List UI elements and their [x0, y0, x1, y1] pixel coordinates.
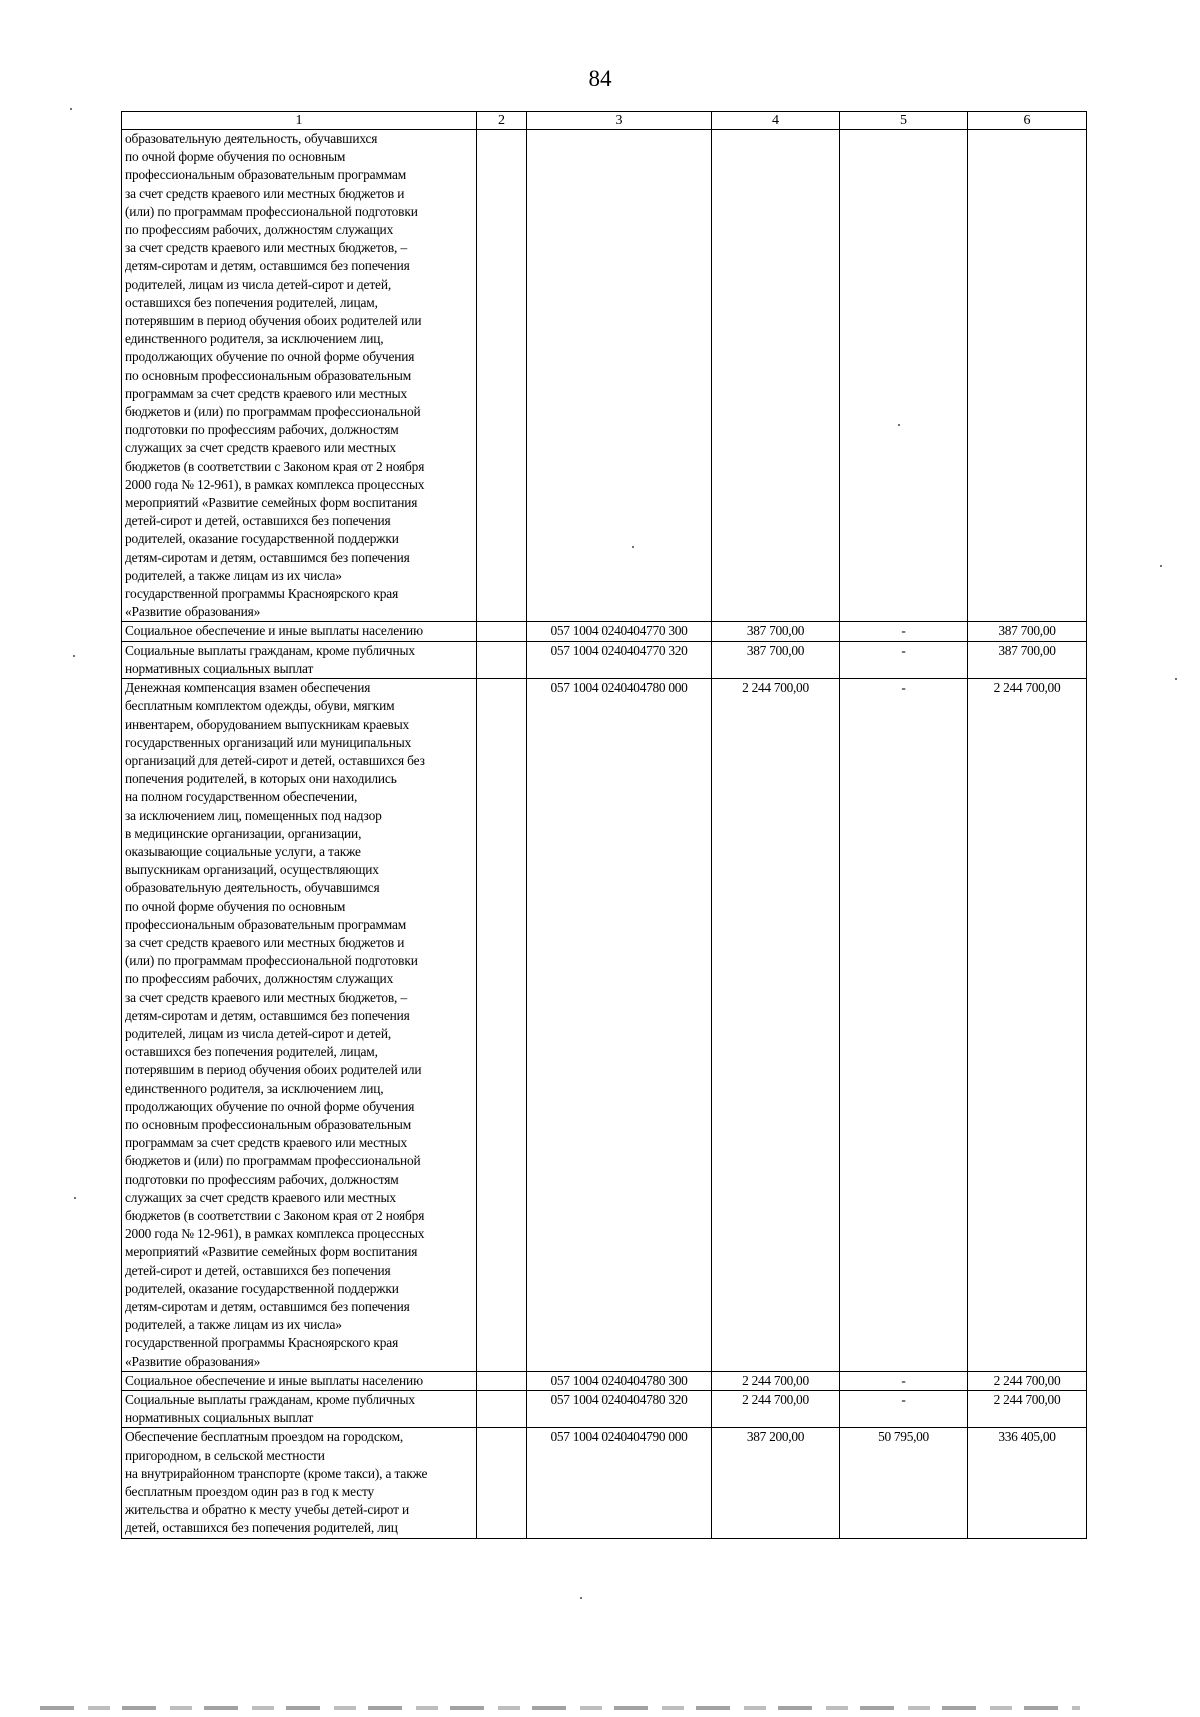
row-budget-code	[527, 130, 712, 622]
column-header: 3	[527, 112, 712, 130]
page-number: 84	[588, 66, 612, 91]
row-col4: 2 244 700,00	[712, 1391, 840, 1428]
column-header: 5	[840, 112, 968, 130]
row-col5: -	[840, 622, 968, 641]
row-col5: -	[840, 679, 968, 1372]
row-description: Обеспечение бесплатным проездом на городском, пригородном, в сельской местности на внутрирайонном транспорте (кроме такси), а также бесплатным проездом один раз в год к месту жительства и обратно к месту учебы детей-сирот и детей, оставшихся без попечения родителей, лиц	[122, 1428, 477, 1538]
table-row	[122, 622, 1087, 641]
row-col6: 2 244 700,00	[968, 679, 1087, 1372]
row-budget-code: 057 1004 0240404780 000	[527, 679, 712, 1372]
scan-speck	[73, 655, 75, 657]
row-col2	[477, 1371, 527, 1390]
scan-speck	[1160, 565, 1162, 567]
row-description: Денежная компенсация взамен обеспечения бесплатным комплектом одежды, обуви, мягким инвентарем, оборудованием выпускникам краевых государственных организаций или муниципальных организаций для детей-сирот и детей, оставшихся без попечения родителей, в которых они находились на полном государственном обеспечении, за исключением лиц, помещенных под надзор в медицинские организации, организации, оказывающие социальные услуги, а также выпускникам организаций, осуществляющих образовательную деятельность, обучавшимся по очной форме обучения по основным профессиональным образовательным программам за счет средств краевого или местных бюджетов и (или) по программам профессиональной подготовки по профессиям рабочих, должностям служащих за счет средств краевого или местных бюджетов, – детям-сиротам и детям, оставшимся без попечения родителей, лицам из числа детей-сирот и детей, оставшихся без попечения родителей, лицам, потерявшим в период обучения обоих родителей или единственного родителя, за исключением лиц, продолжающих обучение по очной форме обучения по основным профессиональным образовательным программам за счет средств краевого или местных бюджетов и (или) по программам профессиональной подготовки по профессиям рабочих, должностям служащих за счет средств краевого или местных бюджетов (в соответствии с Законом края от 2 ноября 2000 года № 12-961), в рамках комплекса процессных мероприятий «Развитие семейных форм воспитания детей-сирот и детей, оставшихся без попечения родителей, оказание государственной поддержки детям-сиротам и детям, оставшимся без попечения родителей, а также лицам из их числа» государственной программы Красноярского края «Развитие образования»	[122, 679, 477, 1372]
scan-edge-noise	[40, 1706, 1080, 1710]
scan-speck	[580, 1597, 582, 1599]
row-col4: 2 244 700,00	[712, 1371, 840, 1390]
row-col2	[477, 679, 527, 1372]
row-col4: 2 244 700,00	[712, 679, 840, 1372]
table-row	[122, 1428, 1087, 1538]
column-header: 4	[712, 112, 840, 130]
row-budget-code: 057 1004 0240404780 300	[527, 1371, 712, 1390]
row-budget-code: 057 1004 0240404780 320	[527, 1391, 712, 1428]
table-row	[122, 1371, 1087, 1390]
row-col6	[968, 130, 1087, 622]
row-budget-code: 057 1004 0240404770 320	[527, 641, 712, 678]
row-col5	[840, 130, 968, 622]
table-row	[122, 641, 1087, 678]
row-col2	[477, 622, 527, 641]
scan-speck	[74, 1197, 76, 1199]
row-col4: 387 700,00	[712, 641, 840, 678]
row-col5: -	[840, 1391, 968, 1428]
row-col5: 50 795,00	[840, 1428, 968, 1538]
row-description: Социальные выплаты гражданам, кроме публичных нормативных социальных выплат	[122, 1391, 477, 1428]
row-col2	[477, 1391, 527, 1428]
row-budget-code: 057 1004 0240404770 300	[527, 622, 712, 641]
row-description: образовательную деятельность, обучавшихся по очной форме обучения по основным профессиональным образовательным программам за счет средств краевого или местных бюджетов и (или) по программам профессиональной подготовки по профессиям рабочих, должностям служащих за счет средств краевого или местных бюджетов, – детям-сиротам и детям, оставшимся без попечения родителей, лицам из числа детей-сирот и детей, оставшихся без попечения родителей, лицам, потерявшим в период обучения обоих родителей или единственного родителя, за исключением лиц, продолжающих обучение по очной форме обучения по основным профессиональным образовательным программам за счет средств краевого или местных бюджетов и (или) по программам профессиональной подготовки по профессиям рабочих, должностям служащих за счет средств краевого или местных бюджетов (в соответствии с Законом края от 2 ноября 2000 года № 12-961), в рамках комплекса процессных мероприятий «Развитие семейных форм воспитания детей-сирот и детей, оставшихся без попечения родителей, оказание государственной поддержки детям-сиротам и детям, оставшимся без попечения родителей, а также лицам из их числа» государственной программы Красноярского края «Развитие образования»	[122, 130, 477, 622]
column-header: 6	[968, 112, 1087, 130]
table-row	[122, 1391, 1087, 1428]
scan-speck	[70, 108, 72, 110]
row-description: Социальное обеспечение и иные выплаты населению	[122, 1371, 477, 1390]
budget-table	[121, 111, 1087, 1539]
row-col6: 387 700,00	[968, 641, 1087, 678]
scan-speck	[1175, 678, 1177, 680]
row-col2	[477, 641, 527, 678]
row-col4: 387 700,00	[712, 622, 840, 641]
row-col5: -	[840, 1371, 968, 1390]
column-header: 1	[122, 112, 477, 130]
row-col6: 2 244 700,00	[968, 1391, 1087, 1428]
table-row	[122, 130, 1087, 622]
row-col6: 387 700,00	[968, 622, 1087, 641]
table-row	[122, 679, 1087, 1372]
row-col2	[477, 130, 527, 622]
row-description: Социальные выплаты гражданам, кроме публичных нормативных социальных выплат	[122, 641, 477, 678]
row-col4	[712, 130, 840, 622]
row-col4: 387 200,00	[712, 1428, 840, 1538]
row-col6: 2 244 700,00	[968, 1371, 1087, 1390]
scan-speck	[898, 424, 900, 426]
row-col2	[477, 1428, 527, 1538]
row-col6: 336 405,00	[968, 1428, 1087, 1538]
scan-speck	[632, 546, 634, 548]
row-col5: -	[840, 641, 968, 678]
row-budget-code: 057 1004 0240404790 000	[527, 1428, 712, 1538]
row-description: Социальное обеспечение и иные выплаты населению	[122, 622, 477, 641]
column-header: 2	[477, 112, 527, 130]
table-header-row	[122, 112, 1087, 130]
